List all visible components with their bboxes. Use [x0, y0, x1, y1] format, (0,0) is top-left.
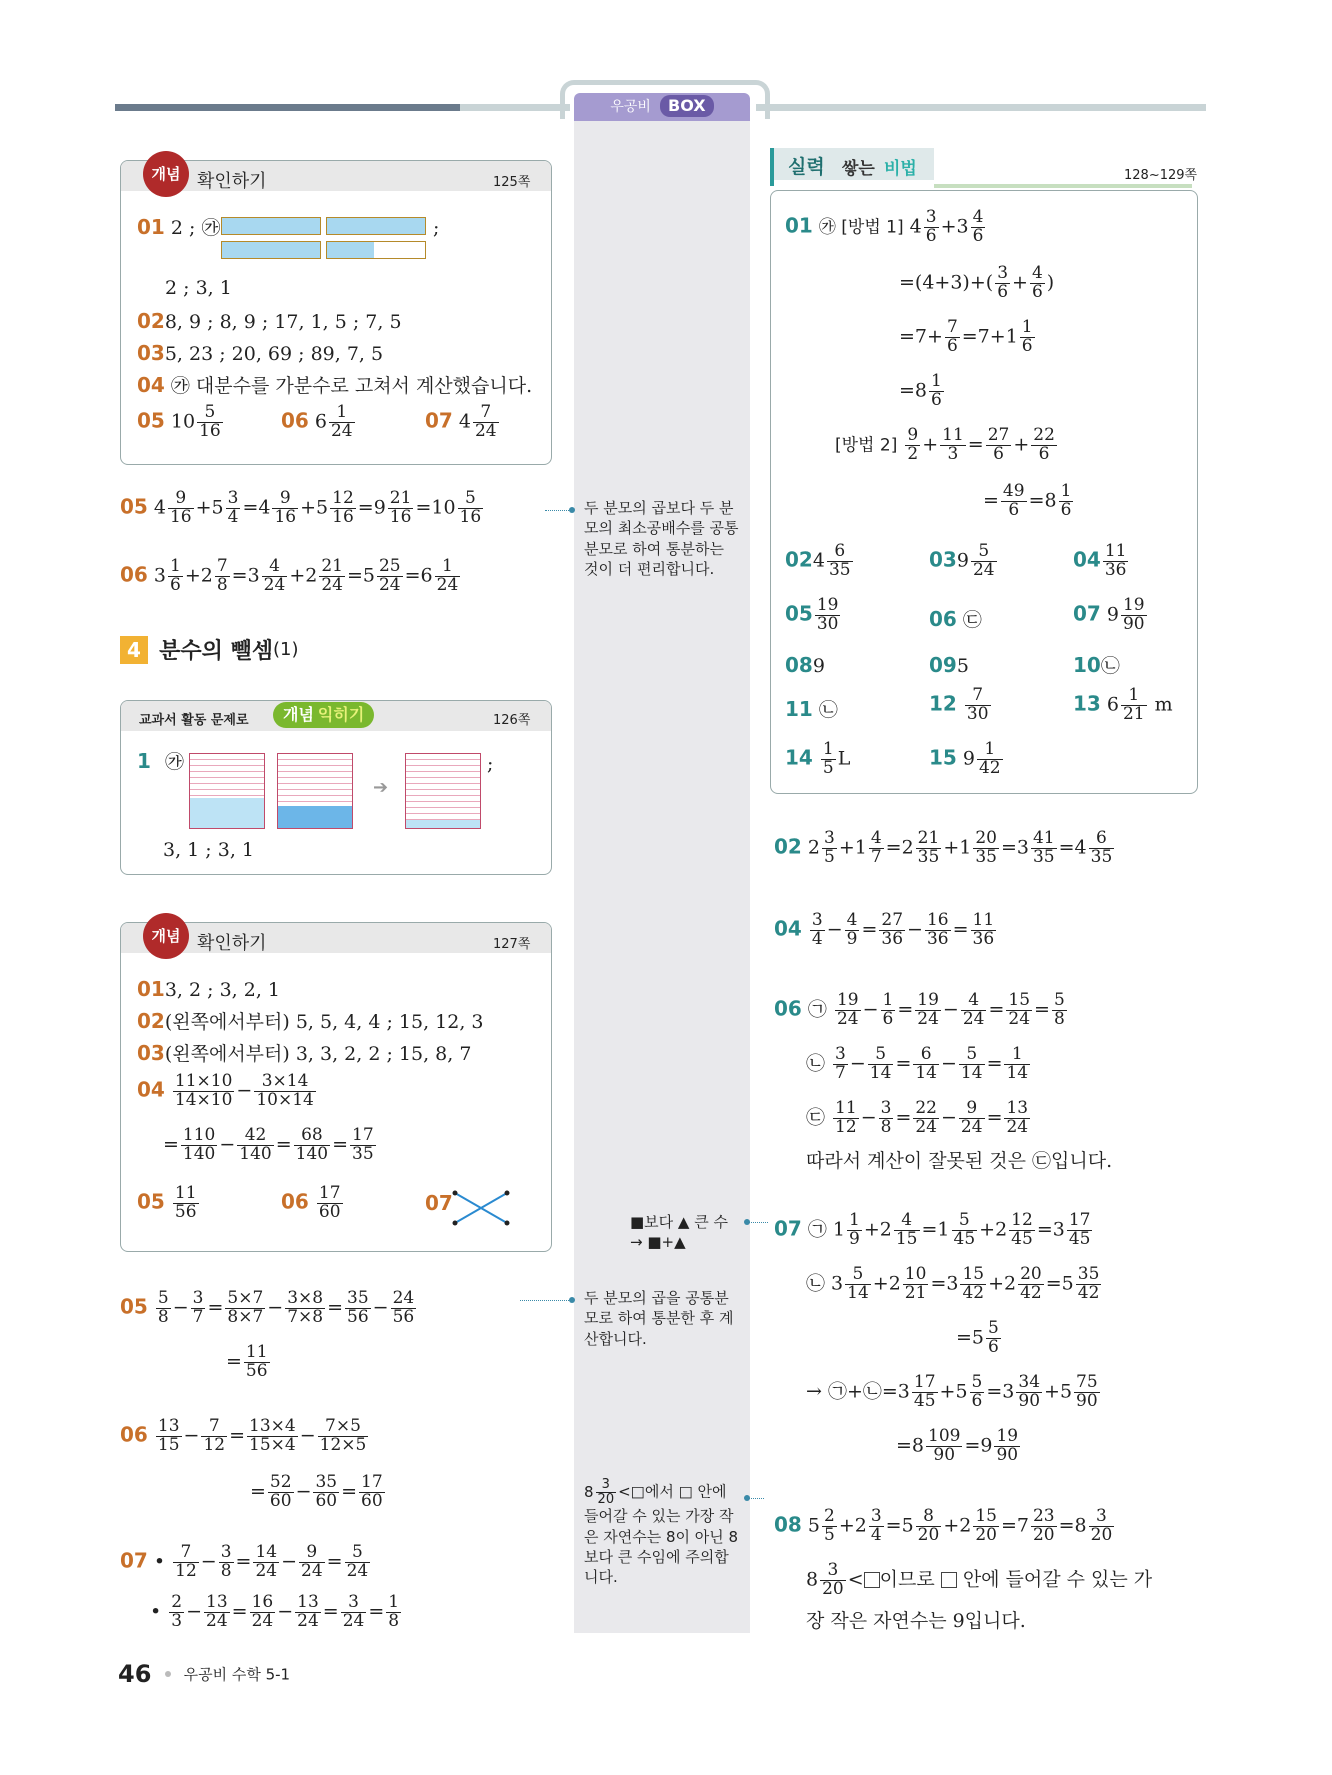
q1-semicolon: ; — [487, 753, 494, 775]
box-concept-check-125 — [120, 160, 552, 465]
box-skill-building-128-129 — [770, 190, 1198, 794]
q05-den: 16 — [199, 420, 221, 441]
sol07b-label: 07 — [120, 1548, 148, 1573]
fraction-bar-b2 — [326, 241, 426, 259]
r-sol07-equation-c2: =8 $\frac{109}{90}$ =9 $\frac{19}{90}$ — [896, 1426, 1019, 1465]
middle-strip — [574, 121, 750, 1633]
header-tab-box: BOX — [660, 95, 714, 117]
right-box-title1: 쌓는 — [842, 159, 875, 179]
box-page: 126쪽 — [493, 713, 531, 728]
r-item-04: 04 $\frac{11}{36}$ — [1073, 541, 1127, 580]
r-sol06-conclusion: 따라서 계산이 잘못된 것은 ㉢입니다. — [806, 1150, 1113, 1172]
q1-mark: ㉮ — [164, 751, 184, 773]
r-sol08-text1: 이므로 — [879, 1568, 935, 1591]
sol06b-equation-2: = $\frac{52}{60}$ − $\frac{35}{60}$ = $\frac{17}{60}$ — [250, 1472, 383, 1511]
q03-label: 03 — [137, 1041, 165, 1065]
right-box-top-line — [934, 184, 1192, 188]
section-subtitle: (1) — [273, 639, 299, 660]
footer — [118, 1660, 290, 1688]
box-badge-text2: 익히기 — [317, 705, 365, 724]
r-q01-line1: 01 ㉮ [방법 1] 4 $\frac{3}{6}$ +3 $\frac{4}{6}$ — [785, 207, 984, 246]
concept-badge: 개념 — [143, 151, 189, 197]
r-q01-line2: =(4+3)+( $\frac{3}{6}$ + $\frac{4}{6}$ ) — [899, 263, 1055, 302]
r-item-08: 089 — [785, 653, 825, 677]
q07-cross-lines — [451, 1185, 511, 1231]
sol07b-equation-2: • $\frac{2}{3}$ − $\frac{13}{24}$ = $\frac{16}{24}$ − $\frac{13}{24}$ = $\frac{3}{24}$ = $\frac{1}{8}$ — [150, 1592, 400, 1631]
q01-text: 3, 2 ; 3, 2, 1 — [164, 979, 281, 1001]
right-box-page: 128~129쪽 — [1124, 168, 1198, 183]
r-sol08-text2: 안에 들어갈 수 있는 가 — [962, 1568, 1153, 1591]
r-item-11: 11 ㉡ — [785, 697, 838, 721]
connector-dot-2 — [744, 1219, 750, 1225]
q06-answer: 06 $\frac{17}{60}$ — [281, 1183, 341, 1222]
q04-equation: 04 $\frac{11\times 10}{14\times 10}$ − $\frac{3\times 14}{10\times 14}$ — [137, 1071, 314, 1110]
sol06-label: 06 — [120, 562, 148, 587]
diagram-square-2 — [277, 753, 353, 829]
sol05b-equation-2: = $\frac{11}{56}$ — [226, 1342, 268, 1381]
box-prefix: 교과서 활동 문제로 — [139, 713, 249, 728]
r-item-14: 14 $\frac{1}{5}$ L — [785, 739, 851, 778]
section-heading — [120, 634, 299, 665]
r-sol06-equation-b: ㉡ $\frac{3}{7}$ − $\frac{5}{14}$ = $\frac{6}{14}$ − $\frac{5}{14}$ = $\frac{1}{14}$ — [806, 1044, 1029, 1083]
q07-num: 7 — [473, 404, 499, 423]
sol05-equation: 05 4 $\frac{9}{16}$ +5 $\frac{3}{4}$ =4 $\frac{9}{16}$ +5 $\frac{12}{16}$ =9 $\frac{21}{16}$ =10 $\frac{5}{16}$ — [120, 488, 482, 527]
box-badge-text: 개념 — [283, 705, 314, 724]
q02-text: (왼쪽에서부터) 5, 5, 4, 4 ; 15, 12, 3 — [164, 1011, 484, 1033]
r-sol06-equation-c: ㉢ $\frac{11}{12}$ − $\frac{3}{8}$ = $\frac{22}{24}$ − $\frac{9}{24}$ = $\frac{13}{24}$ — [806, 1098, 1029, 1137]
header-bar-left-light — [460, 104, 570, 111]
r-q01-line4: =8 $\frac{1}{6}$ — [899, 371, 942, 410]
r-item-05: 05 $\frac{19}{30}$ — [785, 595, 839, 634]
fraction-bar-a2 — [326, 217, 426, 235]
note2a: ■보다 ▲ 큰 수 — [630, 1213, 728, 1231]
r-sol07-equation-c: → ㉠+㉡=3 $\frac{17}{45}$ +5 $\frac{5}{6}$ =3 $\frac{34}{90}$ +5 $\frac{75}{90}$ — [806, 1372, 1098, 1411]
page-number: 46 — [118, 1660, 152, 1688]
diagram-square-3 — [405, 753, 481, 829]
box-badge — [273, 702, 374, 728]
fraction-bar-b1 — [221, 241, 321, 259]
q01-label: 01 — [137, 215, 165, 239]
right-box-tab — [774, 148, 934, 180]
blank-box-icon-2 — [941, 1572, 957, 1588]
r-sol07-equation-a: 07 ㉠ 1 $\frac{1}{9}$ +2 $\frac{4}{15}$ =1 $\frac{5}{45}$ +2 $\frac{12}{45}$ =3 $\frac{17}{45}$ — [774, 1210, 1091, 1249]
q04-text: ㉮ 대분수를 가분수로 고쳐서 계산했습니다. — [170, 375, 533, 397]
r-item-02: 024 $\frac{6}{35}$ — [785, 541, 851, 580]
q07-label: 07 — [425, 1191, 453, 1215]
note2b: → ■+▲ — [630, 1233, 686, 1252]
box-title: 확인하기 — [197, 171, 267, 192]
header-tab — [574, 93, 750, 121]
sol05b-equation: 05 $\frac{5}{8}$ − $\frac{3}{7}$ = $\frac{5\times 7}{8\times 7}$ − $\frac{3\times 8}{7\times 8}$ = $\frac{35}{56}$ − $\frac{24}{56}$ — [120, 1288, 415, 1327]
r-method2: [방법 2] — [835, 435, 898, 456]
right-box-badge: 실력 — [788, 156, 825, 178]
r-sol08-equation: 08 5 $\frac{2}{5}$ +2 $\frac{3}{4}$ =5 $\frac{8}{20}$ +2 $\frac{15}{20}$ =7 $\frac{23}{20}$ =8 $\frac{3}{20}$ — [774, 1506, 1113, 1545]
q1-line2: 3, 1 ; 3, 1 — [163, 839, 254, 861]
connector-3 — [520, 1300, 569, 1301]
r-sol07-equation-b2: =5 $\frac{5}{6}$ — [956, 1318, 999, 1357]
q07-den: 24 — [474, 420, 497, 441]
r-item-13: 13 6 $\frac{1}{21}$ m — [1073, 685, 1173, 724]
note-square-triangle — [630, 1212, 728, 1253]
connector-dot-3 — [569, 1297, 575, 1303]
q05-whole: 10 — [170, 410, 196, 433]
footer-book: 우공비 수학 5-1 — [183, 1665, 291, 1684]
q1-label: 1 — [137, 749, 151, 773]
r-sol02-label: 02 — [774, 834, 802, 859]
sol06b-label: 06 — [120, 1422, 148, 1447]
q04-label: 04 — [137, 373, 165, 397]
r-q01-line3: =7+ $\frac{7}{6}$ =7+1 $\frac{1}{6}$ — [899, 317, 1033, 356]
connector-dot-4 — [744, 1495, 750, 1501]
q02-text: 8, 9 ; 8, 9 ; 17, 1, 5 ; 7, 5 — [164, 311, 402, 333]
right-box-title2: 비법 — [884, 159, 917, 179]
r-sol06-equation-a: 06 ㉠ $\frac{19}{24}$ − $\frac{1}{6}$ = $\frac{19}{24}$ − $\frac{4}{24}$ = $\frac{15}{24}$ = $\frac{5}{8}$ — [774, 990, 1065, 1029]
header-bar-right — [756, 104, 1206, 111]
r-sol02-equation: 02 2 $\frac{3}{5}$ +1 $\frac{4}{7}$ =2 $\frac{21}{35}$ +1 $\frac{20}{35}$ =3 $\frac{41}{35}$ =4 $\frac{6}{35}$ — [774, 828, 1113, 867]
sol07b-equation: 07 • $\frac{7}{12}$ − $\frac{3}{8}$ = $\frac{14}{24}$ − $\frac{9}{24}$ = $\frac{5}{24}$ — [120, 1542, 369, 1581]
blank-box-icon — [864, 1572, 880, 1588]
r-q01-label: 01 — [785, 213, 813, 238]
q05-answer: 05 $\frac{11}{56}$ — [137, 1183, 197, 1222]
footer-dot — [165, 1671, 171, 1677]
sol06-equation: 06 3 $\frac{1}{6}$ +2 $\frac{7}{8}$ =3 $\frac{4}{24}$ +2 $\frac{21}{24}$ =5 $\frac{25}{24}$ =6 $\frac{1}{24}$ — [120, 556, 459, 595]
note4-num: 3 — [596, 1478, 617, 1493]
r-q01-method2-line2: = $\frac{49}{6}$ =8 $\frac{1}{6}$ — [983, 481, 1072, 520]
q06-den: 24 — [330, 420, 353, 441]
r-sol07-label: 07 — [774, 1216, 802, 1241]
q06-num: 1 — [329, 404, 355, 423]
r-sol07-equation-b: ㉡ 3 $\frac{5}{14}$ +2 $\frac{10}{21}$ =3 $\frac{15}{42}$ +2 $\frac{20}{42}$ =5 $\frac{35}{42}$ — [806, 1264, 1100, 1303]
q01-text: 2 ; ㉮ — [170, 217, 221, 239]
r-sol08-line2: 8 $\frac{3}{20}$ < 이므로 안에 들어갈 수 있는 가 — [806, 1560, 1153, 1599]
note4-pre: 8 — [584, 1482, 594, 1501]
note-natural-number — [584, 1478, 740, 1587]
r-q01-method2: [방법 2] $\frac{9}{2}$ + $\frac{11}{3}$ = $\frac{27}{6}$ + $\frac{22}{6}$ — [835, 425, 1055, 464]
box-page: 125쪽 — [493, 175, 531, 190]
r-sol04-equation: 04 $\frac{3}{4}$ − $\frac{4}{9}$ = $\frac{27}{36}$ − $\frac{16}{36}$ = $\frac{11}{36}$ — [774, 910, 995, 949]
r-sol08-line3: 장 작은 자연수는 9입니다. — [806, 1610, 1026, 1632]
box-title: 확인하기 — [197, 933, 267, 954]
section-number: 4 — [120, 636, 148, 664]
box-textbook-activity-126 — [120, 700, 552, 875]
q06-label: 06 — [281, 1189, 309, 1214]
diagram-square-1 — [189, 753, 265, 829]
q06-whole: 6 — [314, 410, 327, 433]
sol05-label: 05 — [120, 494, 148, 519]
r-item-03: 039 $\frac{5}{24}$ — [929, 541, 995, 580]
q03-label: 03 — [137, 341, 165, 365]
arrow-icon: ➔ — [373, 777, 389, 798]
connector-4 — [748, 1498, 764, 1499]
note4-den: 20 — [597, 1491, 615, 1507]
q01-label: 01 — [137, 977, 165, 1001]
connector-dot-1 — [569, 507, 575, 513]
q05-label: 05 — [137, 1189, 165, 1214]
fraction-bar-a1 — [221, 217, 321, 235]
r-item-10: 10㉡ — [1073, 653, 1120, 677]
r-item-06: 06 ㉢ — [929, 607, 982, 631]
concept-badge: 개념 — [143, 913, 189, 959]
q04-label: 04 — [137, 1077, 165, 1102]
q04-equation-2: = $\frac{110}{140}$ − $\frac{42}{140}$ = $\frac{68}{140}$ = $\frac{17}{35}$ — [163, 1125, 374, 1164]
q02-label: 02 — [137, 1009, 165, 1033]
sol05b-label: 05 — [120, 1294, 148, 1319]
note-product-denominator: 두 분모의 곱을 공통분모로 하여 통분한 후 계산합니다. — [584, 1289, 734, 1348]
q02-label: 02 — [137, 309, 165, 333]
q05-num: 5 — [197, 404, 223, 423]
r-sol08-label: 08 — [774, 1512, 802, 1537]
note4-text: <□에서 □ 안에 들어갈 수 있는 가장 작은 자연수는 8이 아닌 8보다 큰 수임에 주의합니다. — [584, 1482, 739, 1587]
r-q01-text: ㉮ [방법 1] — [818, 217, 904, 238]
r-sol06-label: 06 — [774, 996, 802, 1021]
q03-text: 5, 23 ; 20, 69 ; 89, 7, 5 — [164, 343, 384, 365]
box-page: 127쪽 — [493, 937, 531, 952]
note-lcm-tip: 두 분모의 곱보다 두 분모의 최소공배수를 공통분모로 하여 통분하는 것이 더 편리합니다. — [584, 499, 739, 578]
r-item-12: 12 $\frac{7}{30}$ — [929, 685, 989, 724]
q03-text: (왼쪽에서부터) 3, 3, 2, 2 ; 15, 8, 7 — [164, 1043, 472, 1065]
r-item-07: 07 9 $\frac{19}{90}$ — [1073, 595, 1145, 634]
q06-label: 06 — [281, 408, 309, 433]
connector-1 — [545, 510, 569, 511]
connector-2 — [748, 1222, 768, 1223]
header-tab-label: 우공비 — [610, 99, 651, 115]
r-item-15: 15 9 $\frac{1}{42}$ — [929, 739, 1001, 778]
box-concept-check-127 — [120, 922, 552, 1252]
q05-label: 05 — [137, 408, 165, 433]
header-bar-left — [115, 104, 460, 111]
r-sol04-label: 04 — [774, 916, 802, 941]
sol06b-equation: 06 $\frac{13}{15}$ − $\frac{7}{12}$ = $\frac{13\times 4}{15\times 4}$ − $\frac{7\times 5}{12\times 5}$ — [120, 1416, 367, 1455]
q07-label: 07 — [425, 408, 453, 433]
q01-line2: 2 ; 3, 1 — [165, 277, 232, 299]
q07-whole: 4 — [458, 410, 471, 433]
q01-semicolon: ; — [433, 217, 440, 239]
section-title: 분수의 뺄셈 — [159, 639, 274, 664]
r-item-09: 095 — [929, 653, 969, 677]
